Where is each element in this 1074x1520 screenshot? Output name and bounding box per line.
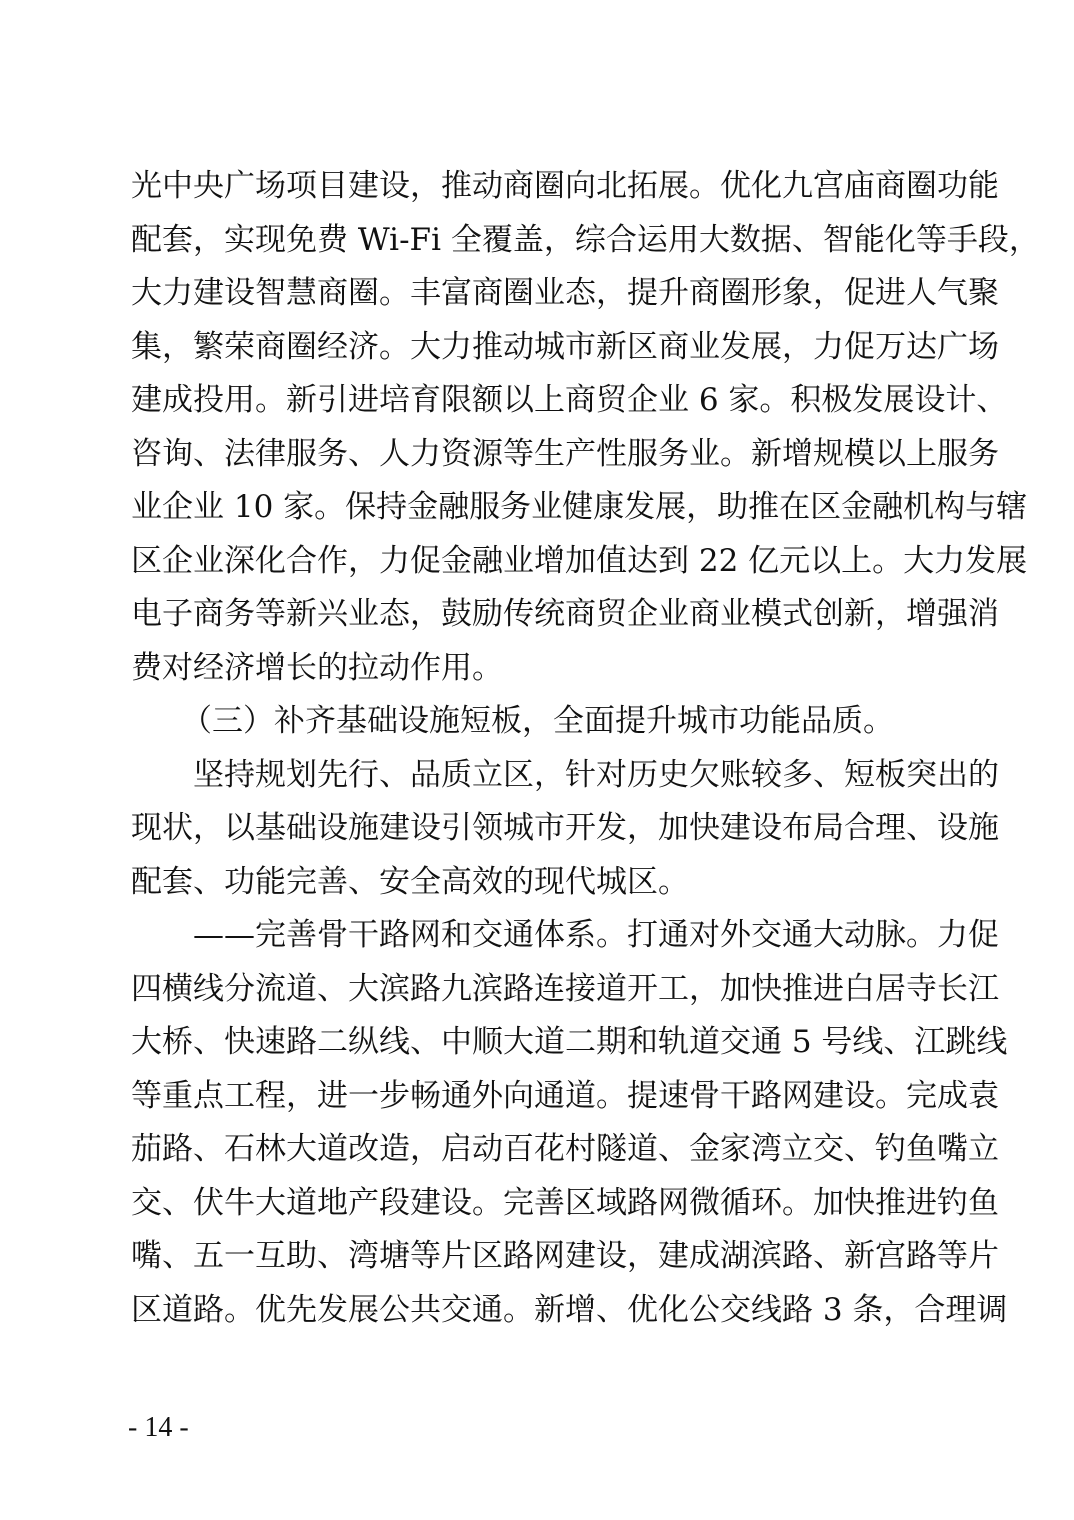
page-number: - 14 - [128, 1412, 189, 1443]
text-line: 配套，实现免费 Wi-Fi 全覆盖，综合运用大数据、智能化等手段， [131, 221, 1040, 258]
text-line: 等重点工程，进一步畅通外向通道。提速骨干路网建设。完成袁 [131, 1077, 999, 1114]
text-line: 区道路。优先发展公共交通。新增、优化公交线路 3 条，合理调 [131, 1291, 1008, 1328]
text-line: 区企业深化合作，力促金融业增加值达到 22 亿元以上。大力发展 [131, 542, 1028, 579]
text-line: 业企业 10 家。保持金融服务业健康发展，助推在区金融机构与辖 [131, 489, 1028, 525]
text-line: 坚持规划先行、品质立区，针对历史欠账较多、短板突出的 [193, 756, 999, 793]
text-line: 大力建设智慧商圈。丰富商圈业态，提升商圈形象，促进人气聚 [131, 275, 999, 311]
text-line: 四横线分流道、大滨路九滨路连接道开工，加快推进白居寺长江 [131, 970, 999, 1007]
section-heading: （三）补齐基础设施短板，全面提升城市功能品质。 [181, 703, 894, 739]
text-line: 茄路、石林大道改造，启动百花村隧道、金家湾立交、钓鱼嘴立 [131, 1131, 999, 1167]
text-line: 集，繁荣商圈经济。大力推动城市新区商业发展，力促万达广场 [131, 328, 999, 365]
text-line: 建成投用。新引进培育限额以上商贸企业 6 家。积极发展设计、 [131, 382, 1008, 418]
text-line: 大桥、快速路二纵线、中顺大道二期和轨道交通 5 号线、江跳线 [131, 1024, 1008, 1060]
text-line: ——完善骨干路网和交通体系。打通对外交通大动脉。力促 [193, 917, 999, 953]
text-line: 费对经济增长的拉动作用。 [131, 649, 503, 686]
text-line: 电子商务等新兴业态，鼓励传统商贸企业商业模式创新，增强消 [131, 596, 999, 632]
text-line: 交、伏牛大道地产段建设。完善区域路网微循环。加快推进钓鱼 [131, 1184, 999, 1221]
text-line: 咨询、法律服务、人力资源等生产性服务业。新增规模以上服务 [131, 435, 999, 472]
text-line: 配套、功能完善、安全高效的现代城区。 [131, 863, 689, 900]
text-line: 嘴、五一互助、湾塘等片区路网建设，建成湖滨路、新宫路等片 [131, 1238, 999, 1274]
text-line: 光中央广场项目建设，推动商圈向北拓展。优化九宫庙商圈功能 [131, 168, 999, 204]
body-text [131, 160, 1040, 1337]
text-line: 现状，以基础设施建设引领城市开发，加快建设布局合理、设施 [131, 810, 999, 846]
